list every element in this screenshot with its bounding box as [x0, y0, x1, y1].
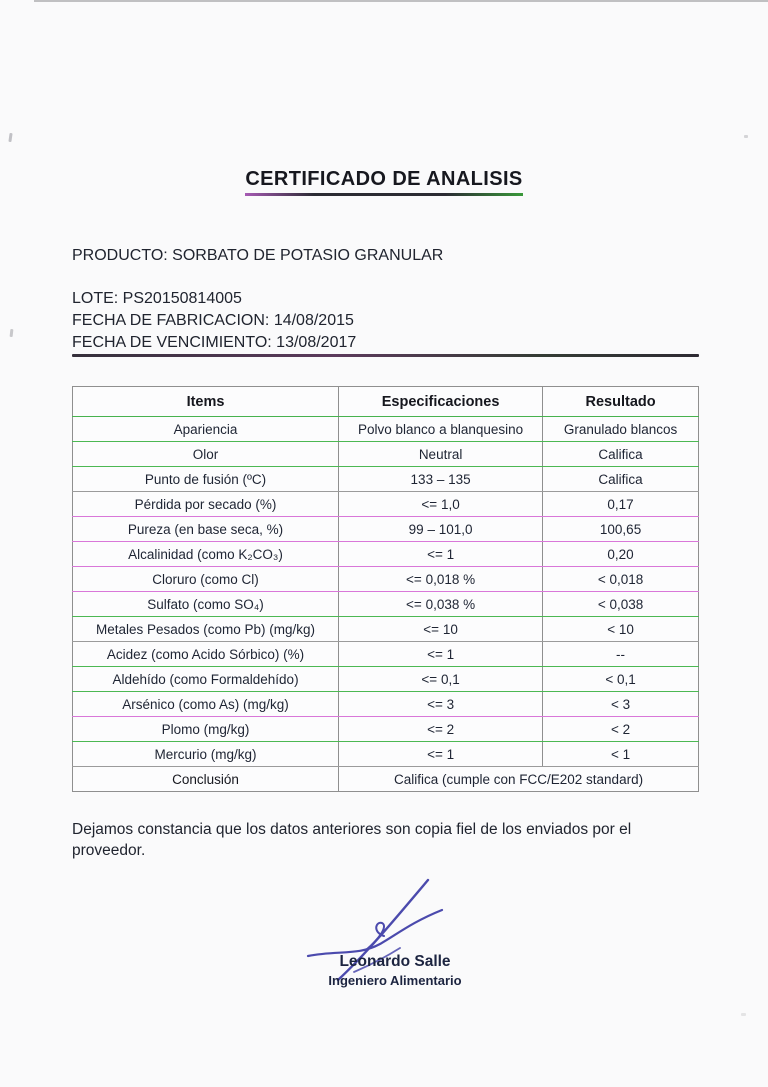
horizontal-rule [72, 354, 699, 357]
item-cell: Mercurio (mg/kg) [73, 742, 339, 767]
signer-block [250, 952, 540, 989]
item-cell: Pureza (en base seca, %) [73, 517, 339, 542]
table-row [73, 692, 699, 717]
table-row [73, 592, 699, 617]
signer-name: Leonardo Salle [339, 953, 451, 970]
scan-artifact [744, 135, 748, 138]
result-cell: < 0,018 [543, 567, 699, 592]
analysis-table [72, 386, 699, 792]
fabrication-date-line: FECHA DE FABRICACION: 14/08/2015 [72, 312, 354, 329]
conclusion-value: Califica (cumple con FCC/E202 standard) [339, 767, 699, 792]
header-items: Items [73, 387, 339, 417]
header-especificaciones: Especificaciones [339, 387, 543, 417]
result-cell: < 10 [543, 617, 699, 642]
result-cell: Califica [543, 442, 699, 467]
footer-note: Dejamos constancia que los datos anteriores son copia fiel de los enviados por el proveedor. [72, 821, 632, 859]
item-cell: Cloruro (como Cl) [73, 567, 339, 592]
spec-cell: <= 1 [339, 542, 543, 567]
scan-artifact [741, 1013, 746, 1016]
spec-cell: <= 0,038 % [339, 592, 543, 617]
result-cell: Califica [543, 467, 699, 492]
product-line: PRODUCTO: SORBATO DE POTASIO GRANULAR [72, 247, 444, 264]
table-row [73, 442, 699, 467]
table-row [73, 542, 699, 567]
result-cell: < 0,038 [543, 592, 699, 617]
spec-cell: <= 0,1 [339, 667, 543, 692]
table-row [73, 567, 699, 592]
table-header-row [73, 387, 699, 417]
item-cell: Apariencia [73, 417, 339, 442]
result-cell: < 1 [543, 742, 699, 767]
item-cell: Aldehído (como Formaldehído) [73, 667, 339, 692]
table-row [73, 717, 699, 742]
item-cell: Arsénico (como As) (mg/kg) [73, 692, 339, 717]
table-row [73, 617, 699, 642]
table-row [73, 642, 699, 667]
item-cell: Pérdida por secado (%) [73, 492, 339, 517]
spec-cell: Polvo blanco a blanquesino [339, 417, 543, 442]
conclusion-row [73, 767, 699, 792]
result-cell: < 0,1 [543, 667, 699, 692]
document-title-text: CERTIFICADO DE ANALISIS [245, 168, 522, 196]
item-cell: Sulfato (como SO₄) [73, 592, 339, 617]
spec-cell: <= 3 [339, 692, 543, 717]
scan-edge-artifact [34, 0, 768, 2]
spec-cell: <= 1 [339, 742, 543, 767]
result-cell: < 2 [543, 717, 699, 742]
result-cell: 0,17 [543, 492, 699, 517]
item-cell: Acidez (como Acido Sórbico) (%) [73, 642, 339, 667]
header-resultado: Resultado [543, 387, 699, 417]
spec-cell: Neutral [339, 442, 543, 467]
table-row [73, 492, 699, 517]
table-row [73, 667, 699, 692]
lote-line: LOTE: PS20150814005 [72, 290, 242, 307]
result-cell: 0,20 [543, 542, 699, 567]
spec-cell: 99 – 101,0 [339, 517, 543, 542]
batch-info-block [72, 288, 356, 354]
scan-artifact [8, 133, 12, 142]
item-cell: Plomo (mg/kg) [73, 717, 339, 742]
spec-cell: <= 1 [339, 642, 543, 667]
result-cell: Granulado blancos [543, 417, 699, 442]
table-row [73, 467, 699, 492]
result-cell: < 3 [543, 692, 699, 717]
spec-cell: <= 0,018 % [339, 567, 543, 592]
expiry-date-line: FECHA DE VENCIMIENTO: 13/08/2017 [72, 334, 357, 351]
table-row [73, 417, 699, 442]
spec-cell: <= 10 [339, 617, 543, 642]
spec-cell: 133 – 135 [339, 467, 543, 492]
item-cell: Alcalinidad (como K₂CO₃) [73, 542, 339, 567]
spec-cell: <= 2 [339, 717, 543, 742]
spec-cell: <= 1,0 [339, 492, 543, 517]
item-cell: Metales Pesados (como Pb) (mg/kg) [73, 617, 339, 642]
table-row [73, 517, 699, 542]
table-row [73, 742, 699, 767]
conclusion-label: Conclusión [172, 771, 239, 787]
scan-artifact [10, 329, 14, 337]
signer-title: Ingeniero Alimentario [328, 973, 462, 988]
item-cell: Punto de fusión (ºC) [73, 467, 339, 492]
item-cell: Olor [73, 442, 339, 467]
result-cell: 100,65 [543, 517, 699, 542]
document-title [0, 168, 768, 196]
result-cell: -- [543, 642, 699, 667]
